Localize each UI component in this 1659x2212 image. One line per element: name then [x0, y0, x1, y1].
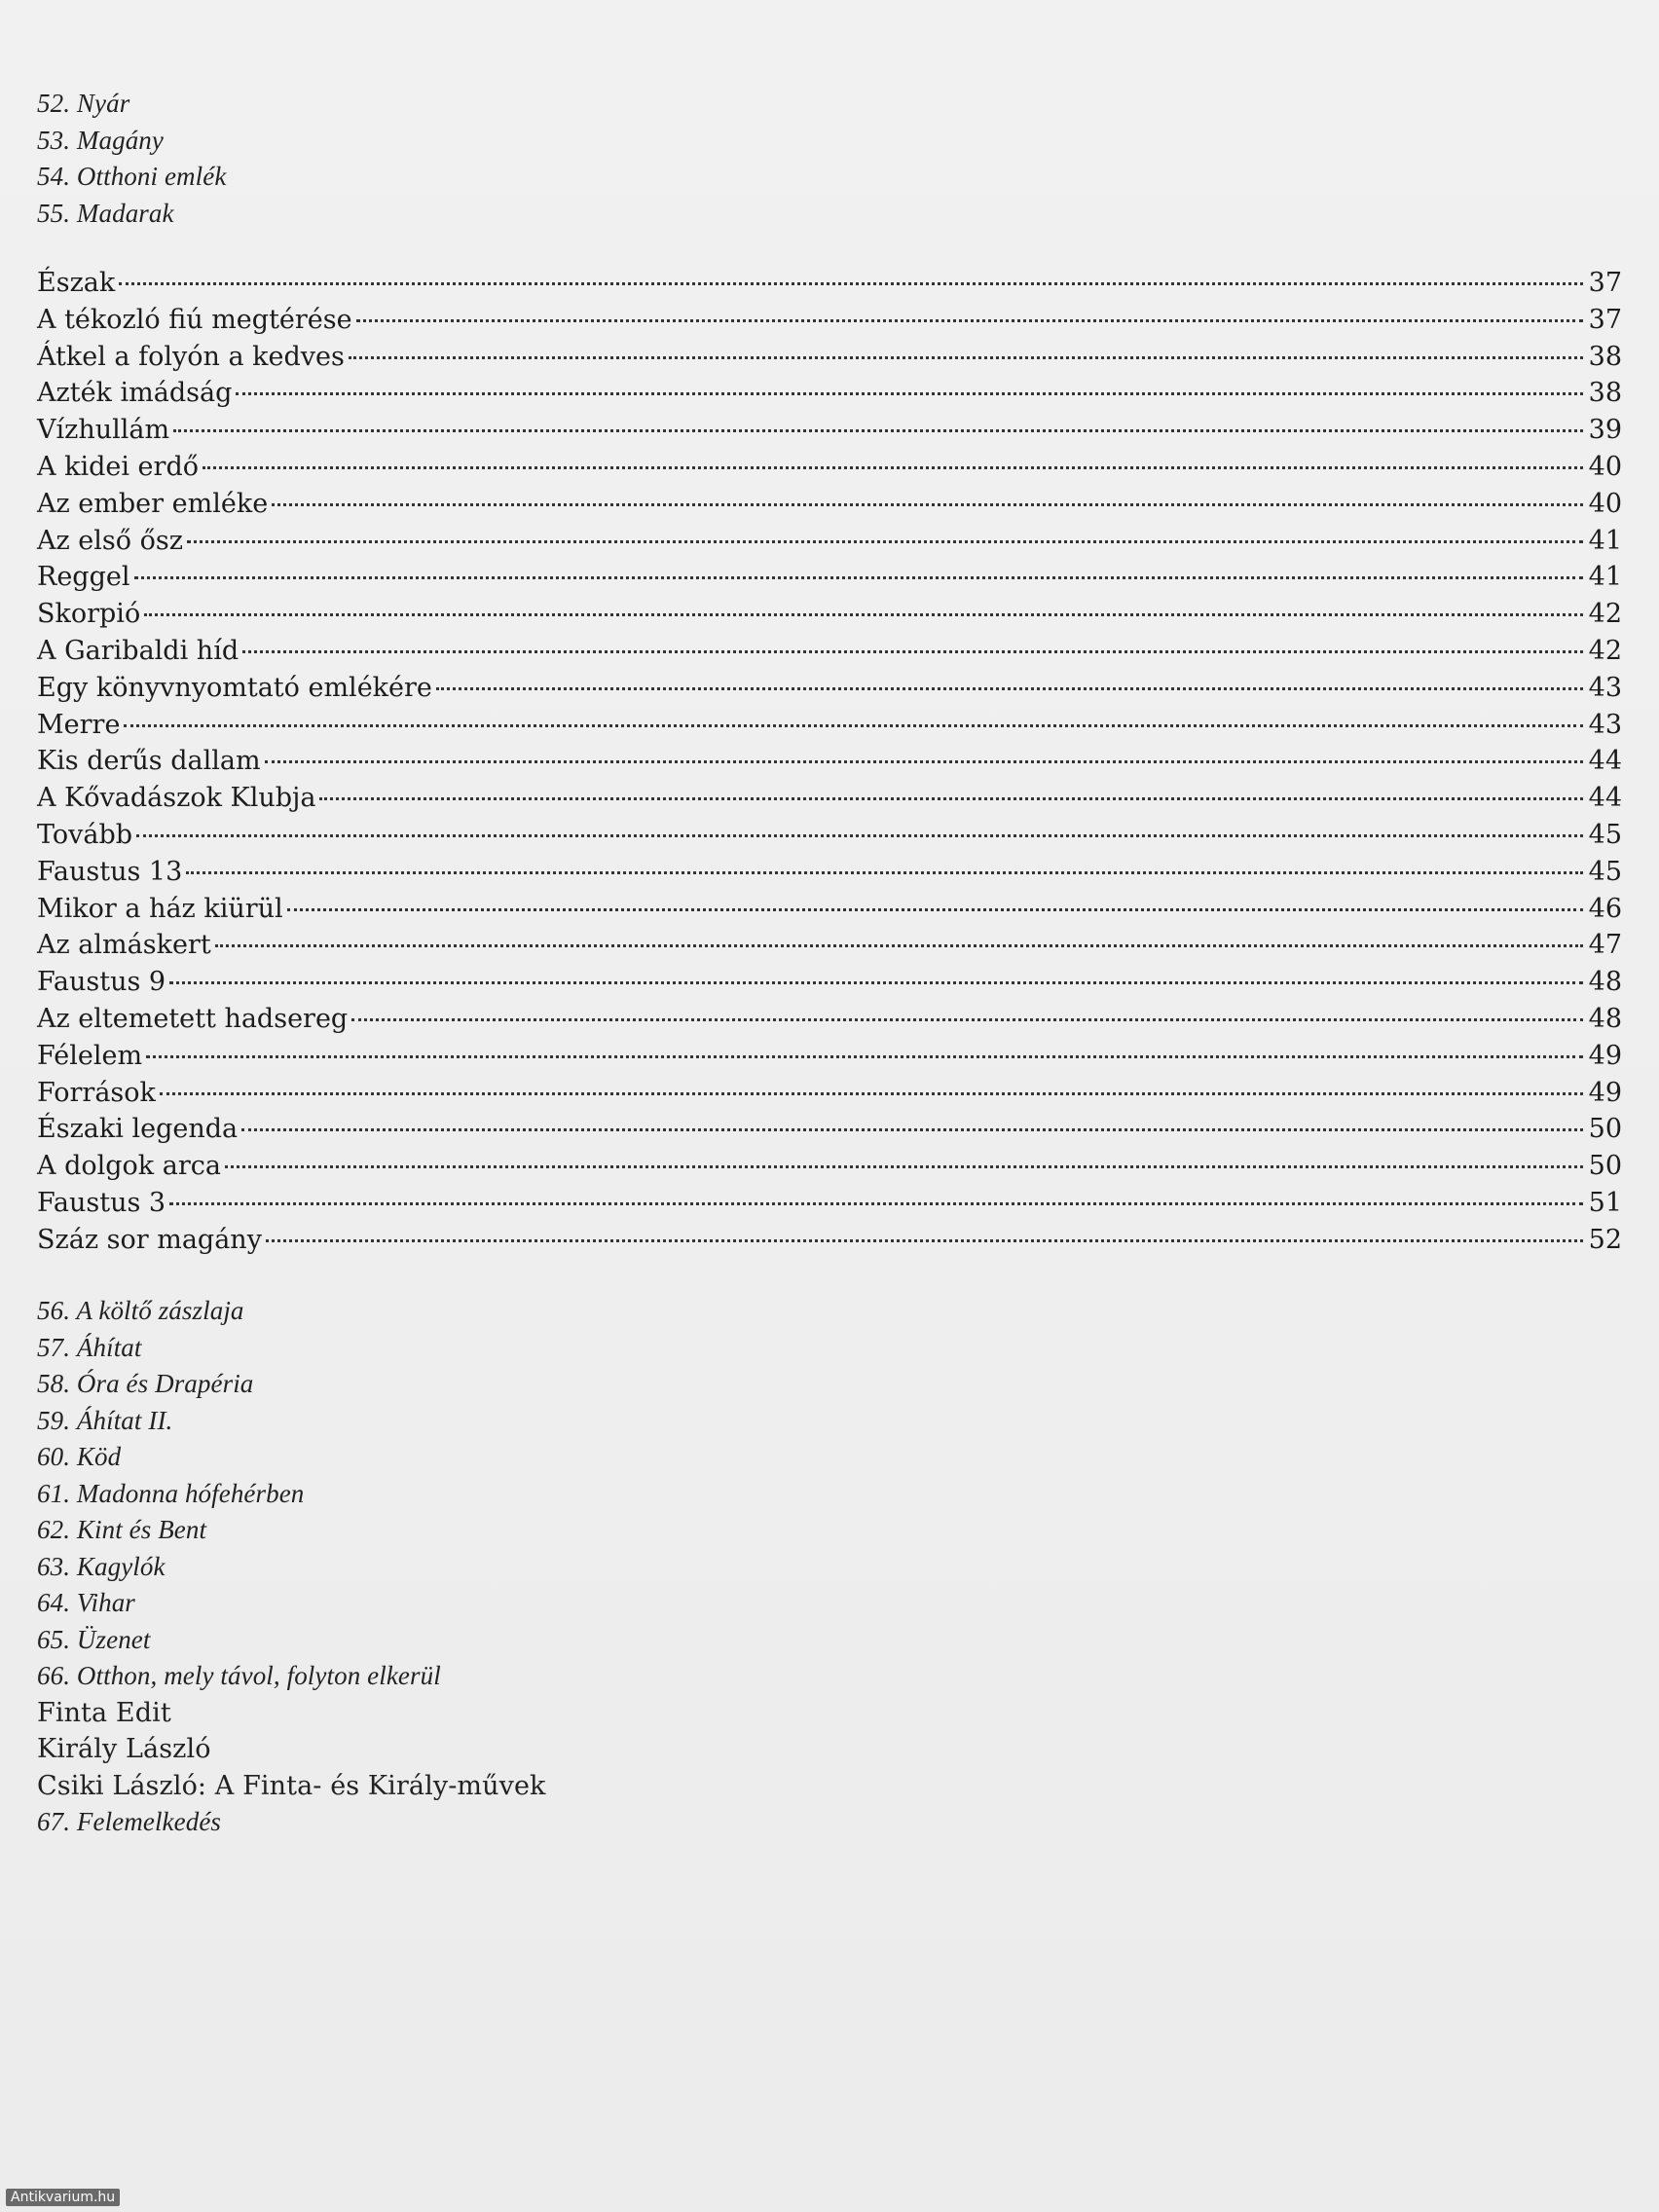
- plate-item: 57. Áhítat: [37, 1332, 142, 1362]
- toc-entry: [37, 1185, 1622, 1222]
- toc-entry-title: Kis derűs dallam: [37, 746, 261, 777]
- plate-item: 65. Üzenet: [37, 1624, 151, 1654]
- toc-dot-leader: [187, 540, 1583, 543]
- toc-entry: [37, 265, 1622, 302]
- section-heading: Király László: [37, 1734, 211, 1764]
- toc-entry-title: Skorpió: [37, 599, 141, 630]
- toc-entry-page: 40: [1588, 451, 1622, 482]
- toc-dot-leader: [173, 429, 1583, 432]
- plate-item: 67. Felemelkedés: [37, 1807, 222, 1836]
- toc-entry-page: 45: [1588, 819, 1622, 850]
- toc-dot-leader: [136, 834, 1583, 837]
- toc-entry-page: 42: [1588, 599, 1622, 630]
- table-of-contents: [37, 265, 1622, 1259]
- toc-entry-title: Az eltemetett hadsereg: [37, 1003, 349, 1034]
- plate-item: 60. Köd: [37, 1442, 122, 1471]
- toc-entry: [37, 927, 1622, 964]
- toc-entry-page: 39: [1588, 415, 1622, 446]
- toc-entry-page: 43: [1588, 672, 1622, 703]
- toc-entry: [37, 449, 1622, 486]
- plate-item: 66. Otthon, mely távol, folyton elkerül: [37, 1661, 441, 1690]
- toc-dot-leader: [225, 1165, 1583, 1168]
- toc-entry-page: 40: [1588, 488, 1622, 519]
- plate-item: 58. Óra és Drapéria: [37, 1369, 254, 1398]
- toc-entry-page: 49: [1588, 1040, 1622, 1071]
- toc-entry-title: Északi legenda: [37, 1114, 239, 1145]
- plate-item: 59. Áhítat II.: [37, 1405, 173, 1435]
- toc-entry: [37, 817, 1622, 854]
- toc-entry: [37, 891, 1622, 928]
- toc-entry: [37, 1075, 1622, 1112]
- toc-entry-title: A Kővadászok Klubja: [37, 783, 316, 814]
- toc-entry-title: Félelem: [37, 1040, 143, 1071]
- toc-entry-title: A tékozló fiú megtérése: [37, 304, 352, 335]
- toc-entry-page: 49: [1588, 1077, 1622, 1108]
- toc-dot-leader: [124, 724, 1583, 727]
- toc-entry-title: Észak: [37, 268, 116, 298]
- toc-entry-page: 44: [1588, 783, 1622, 814]
- toc-entry: [37, 375, 1622, 412]
- toc-entry-title: Egy könyvnyomtató emlékére: [37, 672, 432, 703]
- watermark: Antikvarium.hu: [6, 2189, 120, 2206]
- toc-entry-page: 38: [1588, 341, 1622, 372]
- toc-entry-title: Faustus 13: [37, 856, 183, 887]
- toc-entry-page: 37: [1588, 268, 1622, 298]
- toc-dot-leader: [146, 1055, 1583, 1058]
- toc-entry-page: 46: [1588, 893, 1622, 924]
- toc-dot-leader: [215, 944, 1583, 947]
- toc-entry-page: 42: [1588, 635, 1622, 666]
- toc-entry-title: A Garibaldi híd: [37, 635, 240, 666]
- toc-dot-leader: [169, 1202, 1583, 1205]
- toc-entry: [37, 302, 1622, 339]
- toc-entry-page: 44: [1588, 746, 1622, 777]
- plate-item: 64. Vihar: [37, 1588, 135, 1617]
- toc-entry-title: Faustus 9: [37, 967, 166, 998]
- toc-entry-page: 50: [1588, 1151, 1622, 1182]
- toc-entry-title: Az ember emléke: [37, 488, 269, 519]
- plate-item: 56. A költő zászlaja: [37, 1296, 244, 1325]
- toc-entry-page: 48: [1588, 967, 1622, 998]
- toc-entry: [37, 412, 1622, 449]
- toc-entry-title: Mikor a ház kiürül: [37, 893, 283, 924]
- plate-item: 53. Magány: [37, 125, 164, 155]
- toc-dot-leader: [242, 650, 1583, 653]
- toc-entry: [37, 964, 1622, 1001]
- toc-dot-leader: [134, 576, 1584, 579]
- plate-item: 55. Madarak: [37, 198, 174, 228]
- toc-entry-page: 47: [1588, 930, 1622, 961]
- toc-entry: [37, 523, 1622, 560]
- toc-entry-title: Vízhullám: [37, 415, 170, 446]
- toc-entry-title: Tovább: [37, 819, 133, 850]
- toc-entry-title: Az első ősz: [37, 525, 183, 556]
- toc-entry: [37, 486, 1622, 523]
- toc-dot-leader: [265, 760, 1583, 763]
- toc-entry-title: Merre: [37, 709, 121, 740]
- toc-entry-page: 52: [1588, 1224, 1622, 1255]
- section-heading: Csiki László: A Finta- és Király-művek: [37, 1770, 546, 1801]
- toc-entry: [37, 1148, 1622, 1185]
- toc-entry-page: 38: [1588, 378, 1622, 409]
- toc-dot-leader: [319, 797, 1583, 800]
- toc-entry: [37, 780, 1622, 817]
- toc-entry-title: Reggel: [37, 562, 130, 593]
- toc-entry: [37, 1001, 1622, 1038]
- toc-entry-title: Száz sor magány: [37, 1224, 262, 1255]
- toc-entry: [37, 596, 1622, 633]
- toc-dot-leader: [203, 466, 1583, 469]
- toc-entry: [37, 707, 1622, 744]
- toc-entry: [37, 1038, 1622, 1075]
- toc-entry: [37, 1222, 1622, 1259]
- toc-dot-leader: [436, 687, 1583, 690]
- toc-dot-leader: [272, 503, 1583, 506]
- toc-dot-leader: [287, 908, 1583, 911]
- toc-dot-leader: [349, 356, 1583, 359]
- toc-dot-leader: [169, 981, 1583, 984]
- plate-list-bottom: [37, 1293, 546, 1841]
- toc-entry-title: Azték imádság: [37, 378, 233, 409]
- toc-entry-title: Átkel a folyón a kedves: [37, 341, 345, 372]
- toc-entry-title: Források: [37, 1077, 156, 1108]
- toc-entry-page: 37: [1588, 304, 1622, 335]
- toc-entry-title: Faustus 3: [37, 1187, 166, 1218]
- toc-entry: [37, 854, 1622, 891]
- toc-entry: [37, 1111, 1622, 1148]
- plate-item: 63. Kagylók: [37, 1551, 166, 1581]
- section-heading: Finta Edit: [37, 1697, 171, 1728]
- plate-item: 61. Madonna hófehérben: [37, 1478, 305, 1508]
- toc-entry-title: A dolgok arca: [37, 1151, 221, 1182]
- toc-dot-leader: [236, 392, 1583, 395]
- toc-entry: [37, 339, 1622, 376]
- toc-dot-leader: [266, 1239, 1583, 1242]
- toc-entry-page: 41: [1588, 562, 1622, 593]
- toc-dot-leader: [351, 1018, 1583, 1021]
- toc-entry-title: Az almáskert: [37, 930, 211, 961]
- toc-entry-page: 48: [1588, 1003, 1622, 1034]
- toc-entry-page: 43: [1588, 709, 1622, 740]
- toc-dot-leader: [144, 613, 1583, 616]
- toc-entry-page: 51: [1588, 1187, 1622, 1218]
- toc-entry: [37, 743, 1622, 780]
- toc-dot-leader: [186, 871, 1583, 874]
- plate-item: 62. Kint és Bent: [37, 1515, 207, 1544]
- toc-dot-leader: [356, 319, 1583, 322]
- toc-entry: [37, 559, 1622, 596]
- toc-entry-page: 50: [1588, 1114, 1622, 1145]
- plate-item: 54. Otthoni emlék: [37, 162, 227, 191]
- plate-list-top: [37, 86, 226, 232]
- toc-dot-leader: [241, 1128, 1583, 1131]
- toc-entry-page: 45: [1588, 856, 1622, 887]
- toc-entry: [37, 633, 1622, 670]
- toc-entry-page: 41: [1588, 525, 1622, 556]
- plate-item: 52. Nyár: [37, 89, 130, 118]
- toc-dot-leader: [160, 1092, 1583, 1095]
- toc-entry: [37, 670, 1622, 707]
- toc-dot-leader: [119, 282, 1583, 285]
- toc-entry-title: A kidei erdő: [37, 451, 199, 482]
